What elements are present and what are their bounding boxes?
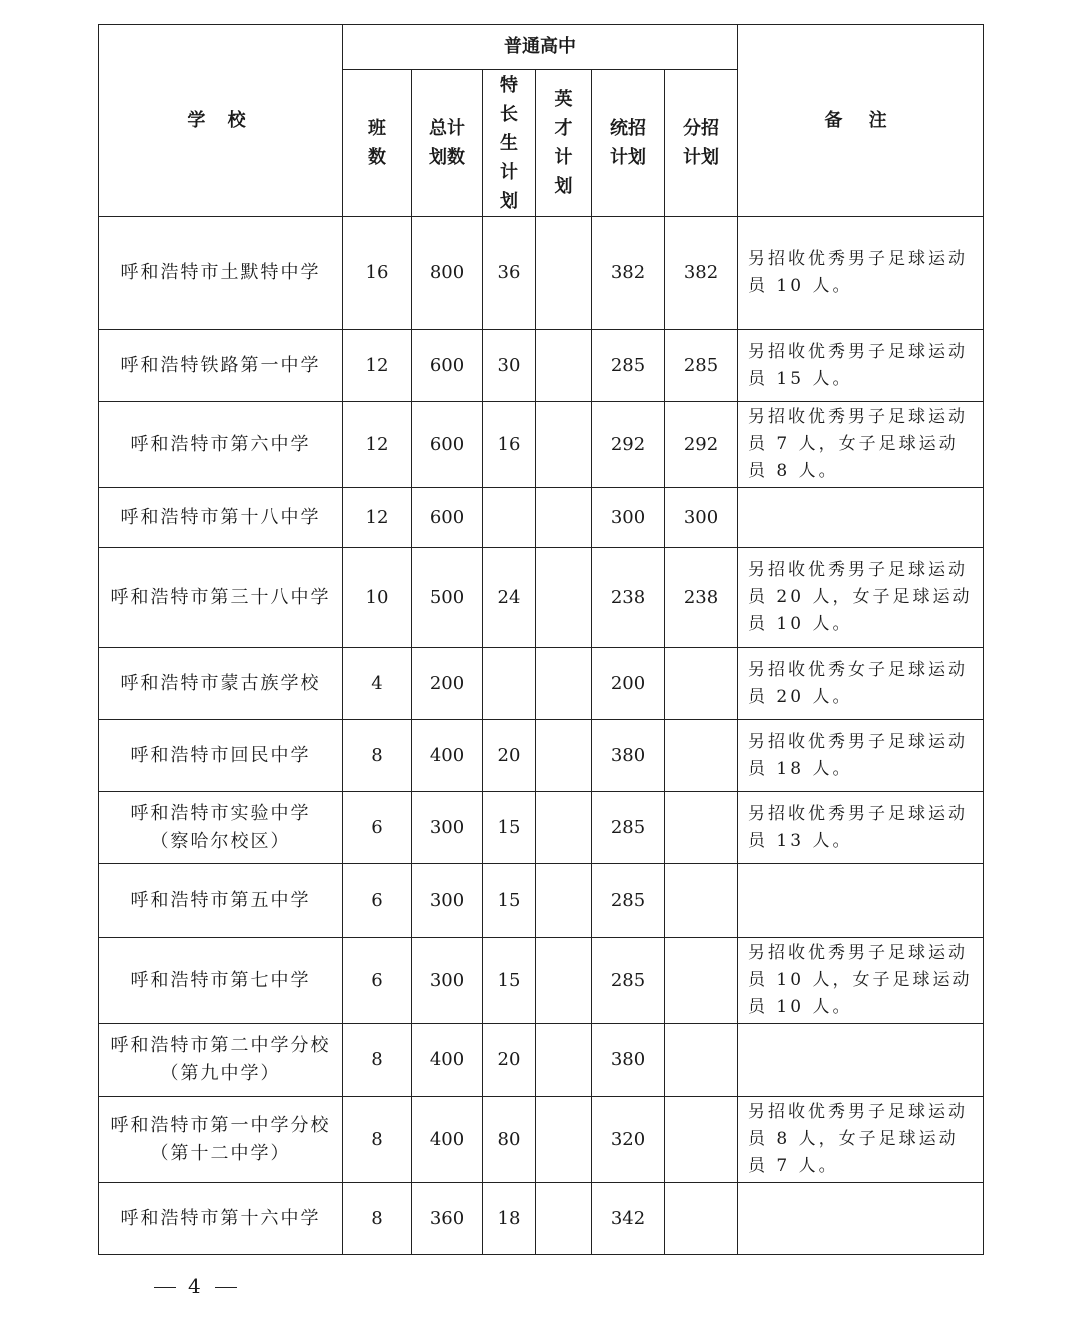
talent-plan-cell <box>536 864 592 938</box>
special-plan-cell: 15 <box>483 864 536 938</box>
enrollment-plan-table <box>98 24 984 1255</box>
table-body <box>99 217 984 1255</box>
total-plan-cell: 300 <box>412 938 483 1024</box>
divided-plan-cell <box>665 720 738 792</box>
footer-dash-left <box>154 1287 176 1288</box>
table-row <box>99 217 984 330</box>
header-general-high-school: 普通高中 <box>343 25 738 70</box>
remarks-cell: 另招收优秀男子足球运动员 10 人，女子足球运动员 10 人。 <box>738 938 984 1024</box>
total-plan-cell: 300 <box>412 864 483 938</box>
talent-plan-cell <box>536 548 592 648</box>
table-row <box>99 1183 984 1255</box>
unified-plan-cell: 380 <box>592 720 665 792</box>
total-plan-cell: 600 <box>412 330 483 402</box>
table-row <box>99 548 984 648</box>
classes-cell: 10 <box>343 548 412 648</box>
school-cell: 呼和浩特市实验中学 （察哈尔校区） <box>99 792 343 864</box>
talent-plan-cell <box>536 402 592 488</box>
total-plan-cell: 600 <box>412 488 483 548</box>
special-plan-cell: 24 <box>483 548 536 648</box>
total-plan-cell: 400 <box>412 1024 483 1097</box>
remarks-cell: 另招收优秀男子足球运动员 8 人，女子足球运动员 7 人。 <box>738 1097 984 1183</box>
header-classes: 班数 <box>343 70 412 217</box>
talent-plan-cell <box>536 938 592 1024</box>
school-cell: 呼和浩特市回民中学 <box>99 720 343 792</box>
talent-plan-cell <box>536 330 592 402</box>
table-row <box>99 1024 984 1097</box>
remarks-cell <box>738 1183 984 1255</box>
total-plan-cell: 360 <box>412 1183 483 1255</box>
divided-plan-cell: 285 <box>665 330 738 402</box>
classes-cell: 16 <box>343 217 412 330</box>
enrollment-plan-page <box>98 24 984 1298</box>
classes-cell: 12 <box>343 330 412 402</box>
school-cell: 呼和浩特市第十八中学 <box>99 488 343 548</box>
total-plan-cell: 300 <box>412 792 483 864</box>
unified-plan-cell: 285 <box>592 864 665 938</box>
special-plan-cell <box>483 648 536 720</box>
classes-cell: 8 <box>343 1097 412 1183</box>
special-plan-cell: 80 <box>483 1097 536 1183</box>
divided-plan-cell: 238 <box>665 548 738 648</box>
classes-cell: 6 <box>343 938 412 1024</box>
unified-plan-cell: 238 <box>592 548 665 648</box>
unified-plan-cell: 200 <box>592 648 665 720</box>
unified-plan-cell: 285 <box>592 938 665 1024</box>
classes-cell: 12 <box>343 488 412 548</box>
unified-plan-cell: 300 <box>592 488 665 548</box>
divided-plan-cell <box>665 1183 738 1255</box>
school-cell: 呼和浩特市第三十八中学 <box>99 548 343 648</box>
header-school: 学 校 <box>99 25 343 217</box>
remarks-cell <box>738 864 984 938</box>
remarks-cell <box>738 1024 984 1097</box>
total-plan-cell: 400 <box>412 1097 483 1183</box>
remarks-cell: 另招收优秀女子足球运动员 20 人。 <box>738 648 984 720</box>
classes-cell: 12 <box>343 402 412 488</box>
remarks-cell: 另招收优秀男子足球运动员 7 人，女子足球运动员 8 人。 <box>738 402 984 488</box>
remarks-cell <box>738 488 984 548</box>
footer-dash-right <box>215 1287 237 1288</box>
remarks-cell: 另招收优秀男子足球运动员 15 人。 <box>738 330 984 402</box>
table-row <box>99 330 984 402</box>
divided-plan-cell <box>665 1024 738 1097</box>
unified-plan-cell: 380 <box>592 1024 665 1097</box>
remarks-cell: 另招收优秀男子足球运动员 18 人。 <box>738 720 984 792</box>
school-cell: 呼和浩特市第七中学 <box>99 938 343 1024</box>
divided-plan-cell: 300 <box>665 488 738 548</box>
header-unified-plan: 统招计划 <box>592 70 665 217</box>
remarks-cell: 另招收优秀男子足球运动员 10 人。 <box>738 217 984 330</box>
table-row <box>99 792 984 864</box>
school-cell: 呼和浩特市蒙古族学校 <box>99 648 343 720</box>
talent-plan-cell <box>536 648 592 720</box>
special-plan-cell: 36 <box>483 217 536 330</box>
school-cell: 呼和浩特市第十六中学 <box>99 1183 343 1255</box>
classes-cell: 8 <box>343 1183 412 1255</box>
remarks-cell: 另招收优秀男子足球运动员 20 人，女子足球运动员 10 人。 <box>738 548 984 648</box>
school-cell: 呼和浩特铁路第一中学 <box>99 330 343 402</box>
talent-plan-cell <box>536 1183 592 1255</box>
divided-plan-cell <box>665 792 738 864</box>
remarks-cell: 另招收优秀男子足球运动员 13 人。 <box>738 792 984 864</box>
table-header <box>99 25 984 217</box>
special-plan-cell: 30 <box>483 330 536 402</box>
header-special-plan: 特长生计划 <box>483 70 536 217</box>
page-number: 4 <box>188 1274 203 1298</box>
table-row <box>99 938 984 1024</box>
classes-cell: 4 <box>343 648 412 720</box>
talent-plan-cell <box>536 1024 592 1097</box>
school-cell: 呼和浩特市第五中学 <box>99 864 343 938</box>
unified-plan-cell: 285 <box>592 330 665 402</box>
divided-plan-cell <box>665 938 738 1024</box>
school-cell: 呼和浩特市土默特中学 <box>99 217 343 330</box>
total-plan-cell: 500 <box>412 548 483 648</box>
classes-cell: 8 <box>343 1024 412 1097</box>
classes-cell: 6 <box>343 864 412 938</box>
unified-plan-cell: 382 <box>592 217 665 330</box>
header-talent-plan: 英才计划 <box>536 70 592 217</box>
table-row <box>99 864 984 938</box>
talent-plan-cell <box>536 217 592 330</box>
divided-plan-cell <box>665 1097 738 1183</box>
special-plan-cell: 15 <box>483 792 536 864</box>
classes-cell: 8 <box>343 720 412 792</box>
header-divided-plan: 分招计划 <box>665 70 738 217</box>
unified-plan-cell: 285 <box>592 792 665 864</box>
unified-plan-cell: 320 <box>592 1097 665 1183</box>
divided-plan-cell <box>665 864 738 938</box>
classes-cell: 6 <box>343 792 412 864</box>
unified-plan-cell: 342 <box>592 1183 665 1255</box>
page-footer <box>142 1274 249 1298</box>
talent-plan-cell <box>536 720 592 792</box>
total-plan-cell: 600 <box>412 402 483 488</box>
divided-plan-cell: 292 <box>665 402 738 488</box>
special-plan-cell: 15 <box>483 938 536 1024</box>
divided-plan-cell: 382 <box>665 217 738 330</box>
special-plan-cell <box>483 488 536 548</box>
table-row <box>99 720 984 792</box>
talent-plan-cell <box>536 1097 592 1183</box>
total-plan-cell: 200 <box>412 648 483 720</box>
special-plan-cell: 20 <box>483 1024 536 1097</box>
unified-plan-cell: 292 <box>592 402 665 488</box>
school-cell: 呼和浩特市第二中学分校 （第九中学） <box>99 1024 343 1097</box>
talent-plan-cell <box>536 792 592 864</box>
special-plan-cell: 16 <box>483 402 536 488</box>
special-plan-cell: 18 <box>483 1183 536 1255</box>
school-cell: 呼和浩特市第六中学 <box>99 402 343 488</box>
divided-plan-cell <box>665 648 738 720</box>
school-cell: 呼和浩特市第一中学分校 （第十二中学） <box>99 1097 343 1183</box>
special-plan-cell: 20 <box>483 720 536 792</box>
table-row <box>99 488 984 548</box>
total-plan-cell: 800 <box>412 217 483 330</box>
table-row <box>99 1097 984 1183</box>
header-total-plan: 总计划数 <box>412 70 483 217</box>
table-row <box>99 648 984 720</box>
table-row <box>99 402 984 488</box>
header-remarks: 备 注 <box>738 25 984 217</box>
total-plan-cell: 400 <box>412 720 483 792</box>
talent-plan-cell <box>536 488 592 548</box>
